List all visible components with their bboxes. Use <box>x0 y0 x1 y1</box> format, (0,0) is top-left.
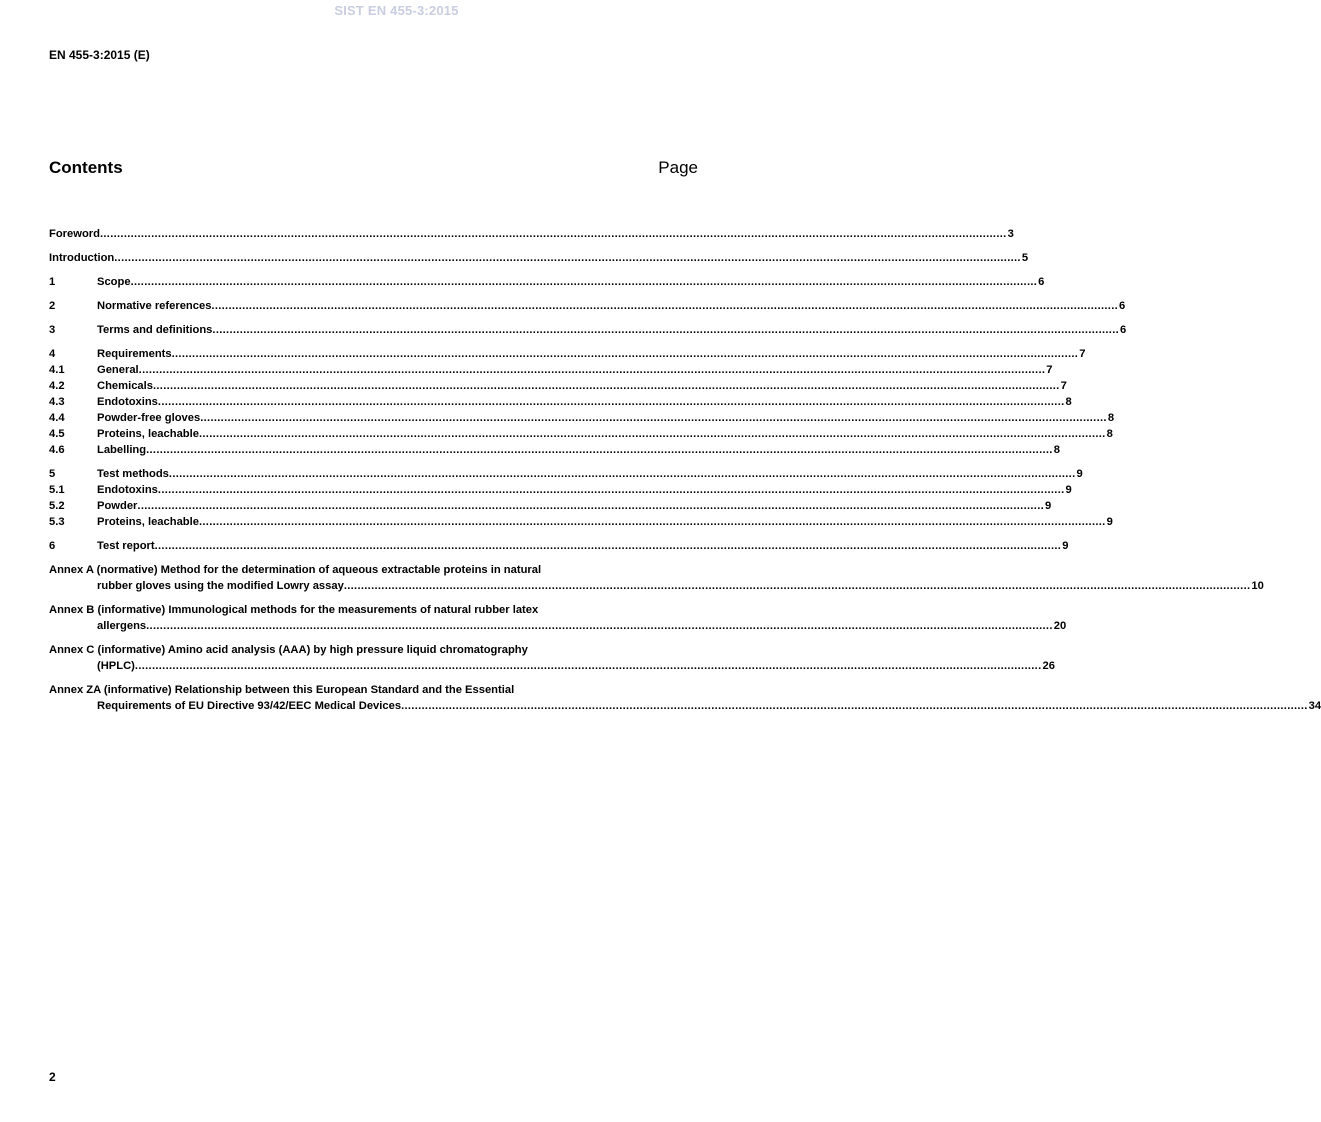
toc-title: Test methods <box>97 468 169 480</box>
toc-section-number: 4.4 <box>49 412 65 424</box>
toc-entry-foreword[interactable] <box>49 226 1014 242</box>
toc-section-number: 6 <box>49 540 56 552</box>
toc-page-number: 7 <box>1079 348 1086 360</box>
toc-section-number: 4.5 <box>49 428 65 440</box>
toc-entry-annex-c[interactable] <box>49 642 1055 674</box>
dot-leader: .......................................................................................................................................................................................................................................................................... <box>134 660 1042 672</box>
toc-page-number: 6 <box>1119 300 1126 312</box>
toc-page-number: 8 <box>1106 428 1113 440</box>
annex-heading: Annex B (informative) Immunological methods for the measurements of natural rubber latex <box>49 604 539 616</box>
dot-leader: .......................................................................................................................................................................................................................................................................... <box>343 580 1251 592</box>
toc-page-number: 9 <box>1076 468 1083 480</box>
toc-title: Powder-free gloves <box>97 412 201 424</box>
toc-title: Scope <box>97 276 131 288</box>
dot-leader: .......................................................................................................................................................................................................................................................................... <box>198 516 1106 528</box>
toc-entry-proteins-leachable[interactable] <box>49 426 1113 442</box>
toc-section-number: 2 <box>49 300 56 312</box>
toc-section-number: 4.3 <box>49 396 65 408</box>
toc-entry-scope[interactable] <box>49 274 1045 290</box>
toc-section-number: 1 <box>49 276 56 288</box>
dot-leader: .......................................................................................................................................................................................................................................................................... <box>157 396 1065 408</box>
dot-leader: .......................................................................................................................................................................................................................................................................... <box>114 252 1021 264</box>
dot-leader: .......................................................................................................................................................................................................................................................................... <box>154 540 1062 552</box>
toc-title: Foreword <box>49 228 100 240</box>
toc-page-number: 8 <box>1065 396 1072 408</box>
toc-entry-introduction[interactable] <box>49 250 1029 266</box>
dot-leader: .......................................................................................................................................................................................................................................................................... <box>198 428 1106 440</box>
toc-entry-endotoxins[interactable] <box>49 394 1072 410</box>
toc-page-number: 26 <box>1042 660 1055 672</box>
toc-entry-normative-references[interactable] <box>49 298 1126 314</box>
annex-heading: Annex C (informative) Amino acid analysis (AAA) by high pressure liquid chromatography <box>49 644 528 656</box>
toc-section-number: 4.6 <box>49 444 65 456</box>
table-of-contents <box>49 226 1321 714</box>
toc-title: Labelling <box>97 444 147 456</box>
annex-heading: Annex A (normative) Method for the determination of aqueous extractable proteins in natural <box>49 564 542 576</box>
toc-section-number: 4.2 <box>49 380 65 392</box>
annex-title-continuation: (HPLC) <box>97 660 135 672</box>
dot-leader: .......................................................................................................................................................................................................................................................................... <box>130 276 1038 288</box>
toc-title: Chemicals <box>97 380 153 392</box>
toc-section-number: 4 <box>49 348 56 360</box>
toc-entry-labelling[interactable] <box>49 442 1060 458</box>
toc-entry-endotoxins-method[interactable] <box>49 482 1072 498</box>
toc-entry-annex-za[interactable] <box>49 682 1321 714</box>
document-id: EN 455-3:2015 (E) <box>49 48 150 62</box>
footer-page-number: 2 <box>49 1070 56 1084</box>
dot-leader: .......................................................................................................................................................................................................................................................................... <box>137 500 1045 512</box>
toc-title: Requirements <box>97 348 172 360</box>
dot-leader: .......................................................................................................................................................................................................................................................................... <box>211 300 1119 312</box>
toc-page-number: 20 <box>1053 620 1067 632</box>
dot-leader: .......................................................................................................................................................................................................................................................................... <box>200 412 1107 424</box>
contents-heading: Contents <box>49 158 123 177</box>
toc-entry-powder-free-gloves[interactable] <box>49 410 1115 426</box>
toc-entry-annex-a[interactable] <box>49 562 1264 594</box>
toc-page-number: 9 <box>1106 516 1113 528</box>
dot-leader: .......................................................................................................................................................................................................................................................................... <box>146 444 1053 456</box>
toc-entry-test-report[interactable] <box>49 538 1069 554</box>
toc-entry-chemicals[interactable] <box>49 378 1067 394</box>
toc-title: Terms and definitions <box>97 324 213 336</box>
toc-title: Endotoxins <box>97 396 158 408</box>
dot-leader: .......................................................................................................................................................................................................................................................................... <box>146 620 1053 632</box>
toc-entry-test-methods[interactable] <box>49 466 1083 482</box>
toc-entry-general[interactable] <box>49 362 1053 378</box>
toc-page-number: 6 <box>1120 324 1127 336</box>
annex-title-continuation: allergens <box>97 620 147 632</box>
toc-title: Powder <box>97 500 138 512</box>
toc-title: Introduction <box>49 252 115 264</box>
annex-heading: Annex ZA (informative) Relationship between this European Standard and the Essential <box>49 684 515 696</box>
toc-section-number: 4.1 <box>49 364 65 376</box>
toc-page-number: 6 <box>1038 276 1045 288</box>
toc-page-number: 9 <box>1045 500 1052 512</box>
toc-entry-annex-b[interactable] <box>49 602 1067 634</box>
toc-title: General <box>97 364 139 376</box>
toc-entry-requirements[interactable] <box>49 346 1086 362</box>
toc-title: Proteins, leachable <box>97 428 199 440</box>
toc-title: Proteins, leachable <box>97 516 199 528</box>
toc-section-number: 5 <box>49 468 56 480</box>
toc-page-number: 7 <box>1060 380 1067 392</box>
toc-section-number: 5.1 <box>49 484 65 496</box>
dot-leader: .......................................................................................................................................................................................................................................................................... <box>212 324 1120 336</box>
toc-title: Test report <box>97 540 155 552</box>
dot-leader: .......................................................................................................................................................................................................................................................................... <box>168 468 1076 480</box>
dot-leader: .......................................................................................................................................................................................................................................................................... <box>157 484 1065 496</box>
annex-title-continuation: Requirements of EU Directive 93/42/EEC Medical Devices <box>97 700 402 712</box>
toc-title: Normative references <box>97 300 212 312</box>
toc-section-number: 5.3 <box>49 516 65 528</box>
toc-title: Endotoxins <box>97 484 158 496</box>
toc-page-number: 10 <box>1251 580 1264 592</box>
toc-page-number: 8 <box>1107 412 1115 424</box>
toc-page-number: 3 <box>1007 228 1014 240</box>
toc-page-number: 5 <box>1021 252 1029 264</box>
toc-entry-proteins-leachable-method[interactable] <box>49 514 1113 530</box>
annex-title-continuation: rubber gloves using the modified Lowry assay <box>97 580 344 592</box>
toc-entry-powder[interactable] <box>49 498 1052 514</box>
toc-page-number: 34 <box>1308 700 1321 712</box>
toc-section-number: 3 <box>49 324 56 336</box>
toc-page-number: 8 <box>1053 444 1060 456</box>
toc-page-number: 7 <box>1046 364 1053 376</box>
dot-leader: .......................................................................................................................................................................................................................................................................... <box>99 228 1007 240</box>
dot-leader: .......................................................................................................................................................................................................................................................................... <box>152 380 1060 392</box>
page-column-heading: Page <box>658 158 698 177</box>
watermark-text: SIST EN 455-3:2015 <box>334 3 459 18</box>
toc-section-number: 5.2 <box>49 500 65 512</box>
dot-leader: .......................................................................................................................................................................................................................................................................... <box>171 348 1079 360</box>
toc-entry-terms-and-definitions[interactable] <box>49 322 1127 338</box>
toc-page-number: 9 <box>1065 484 1072 496</box>
dot-leader: .......................................................................................................................................................................................................................................................................... <box>138 364 1046 376</box>
dot-leader: .......................................................................................................................................................................................................................................................................... <box>401 700 1308 712</box>
toc-page-number: 9 <box>1062 540 1069 552</box>
